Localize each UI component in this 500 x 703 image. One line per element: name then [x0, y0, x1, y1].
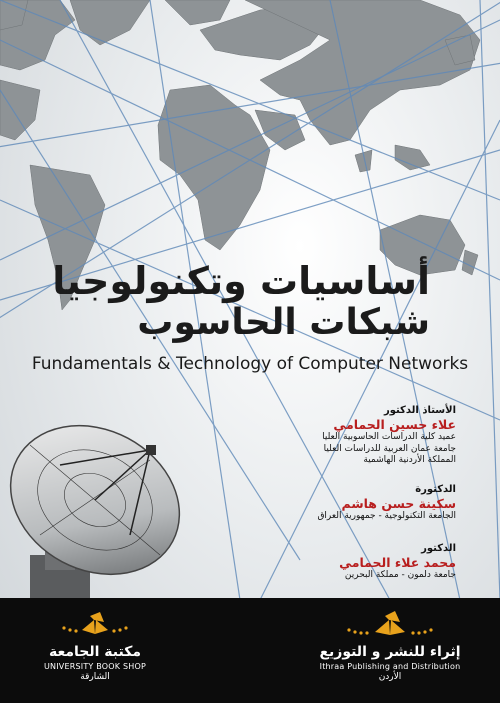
author-affiliation: عميد كلية الدراسات الحاسوبية العليا	[322, 432, 456, 442]
author-name: علاء حسين الحمامي	[333, 417, 456, 432]
author-name: محمد علاء الحمامي	[339, 555, 456, 570]
author-block	[216, 405, 456, 467]
publisher-right	[310, 608, 470, 682]
publisher-right-arabic: إثراء للنشر و التوزيع	[319, 644, 461, 660]
author-affiliation: جامعة دلمون - مملكة البحرين	[344, 570, 456, 580]
author-name: سكينة حسن هاشم	[341, 496, 456, 511]
publisher-left	[20, 608, 170, 682]
author-role: الدكتور	[421, 543, 456, 554]
author-affiliation: جامعة عمان العربية للدراسات العليا	[323, 443, 456, 454]
author-role: الأستاذ الدكتور	[383, 405, 456, 416]
open-book-logo-icon	[345, 608, 435, 638]
publisher-left-arabic: مكتبة الجامعة	[48, 644, 142, 660]
author-affiliation: الجامعة التكنولوجية - جمهورية العراق	[317, 511, 456, 521]
author-block	[216, 484, 456, 523]
satellite-dish-image	[0, 405, 200, 605]
publisher-footer	[0, 598, 500, 703]
author-role: الدكتورة	[415, 484, 456, 495]
publisher-right-city: الأردن	[378, 672, 402, 682]
arabic-title-line1: أساسيات وتكنولوجيا	[52, 259, 430, 303]
open-book-logo-icon	[60, 608, 130, 638]
publisher-left-city: الشارقة	[80, 672, 110, 682]
author-block	[216, 543, 456, 582]
arabic-title-line2: شبكات الحاسوب	[137, 301, 430, 343]
publisher-left-english: UNIVERSITY BOOK SHOP	[44, 662, 146, 671]
publisher-right-english: Ithraa Publishing and Distribution	[319, 662, 461, 671]
arabic-title	[50, 259, 430, 343]
english-title: Fundamentals & Technology of Computer Networks	[31, 354, 469, 374]
author-affiliation: المملكة الأردنية الهاشمية	[363, 455, 456, 466]
